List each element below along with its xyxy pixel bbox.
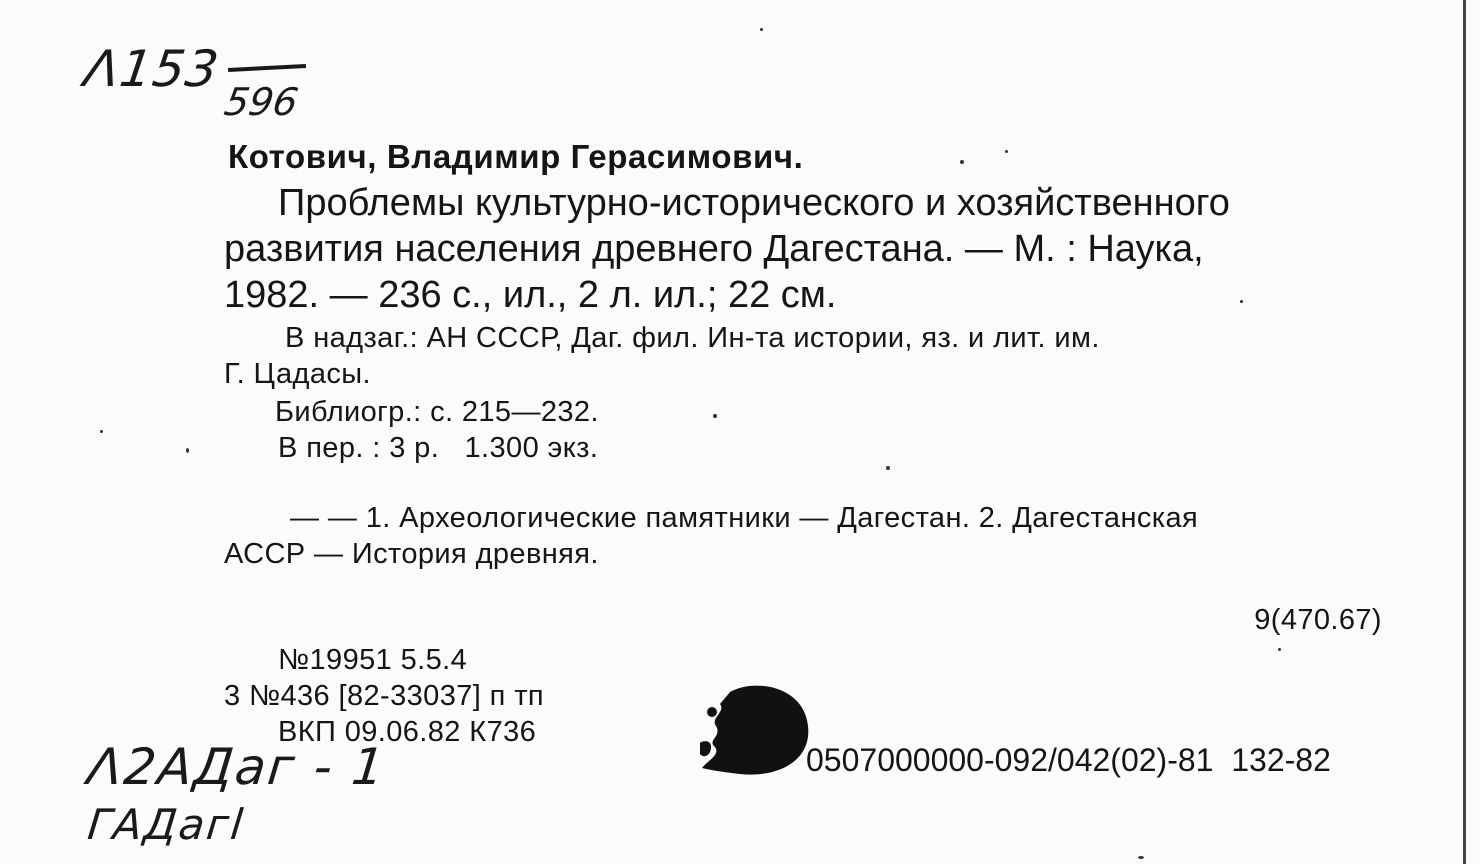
classification-index: 9(470.67) (1254, 604, 1382, 636)
scan-speck (886, 466, 890, 470)
subject-line-1: — — 1. Археологические памятники — Дагестан. 2. Дагестанская (290, 502, 1199, 534)
order-line-2: 3 №436 [82-33037] п тп (224, 680, 545, 712)
isbn-card-number: 0507000000-092/042(02)-81 132-82 (806, 742, 1331, 778)
title-line-3: 1982. — 236 с., ил., 2 л. ил.; 22 см. (224, 274, 837, 316)
title-line-1: Проблемы культурно-исторического и хозяйственного (278, 182, 1230, 224)
scan-speck (1138, 856, 1144, 859)
scan-speck (100, 430, 103, 433)
shelf-mark-1: Λ2АДаг - 1 (84, 738, 389, 796)
subject-line-2: АССР — История древняя. (224, 538, 599, 570)
bibliography-note: Библиогр.: с. 215—232. (275, 396, 599, 428)
heading-note-line-1: В надзаг.: АН СССР, Даг. фил. Ин-та истории, яз. и лит. им. (285, 322, 1100, 354)
card-edge (1463, 0, 1466, 864)
scan-speck (760, 28, 763, 31)
call-number-divider (228, 64, 306, 72)
author-heading: Котович, Владимир Герасимович. (228, 138, 804, 175)
ink-blot (700, 682, 810, 778)
scan-speck (1278, 648, 1281, 651)
scan-speck (1005, 150, 1008, 153)
scan-speck (186, 448, 189, 453)
order-line-3: ВКП 09.06.82 К736 (278, 716, 537, 748)
scan-speck (960, 160, 964, 164)
price-note: В пер. : 3 р. 1.300 экз. (278, 432, 599, 464)
heading-note-line-2: Г. Цадасы. (224, 358, 371, 390)
scan-speck (713, 414, 717, 418)
call-number-top: Λ153 (80, 40, 223, 98)
title-line-2: развития населения древнего Дагестана. — М. : Наука, (224, 228, 1204, 270)
scan-speck (1240, 300, 1243, 303)
order-line-1: №19951 5.5.4 (278, 644, 468, 676)
shelf-mark-2: ГАДагl (85, 800, 247, 849)
call-number-bottom: 596 (221, 80, 302, 124)
